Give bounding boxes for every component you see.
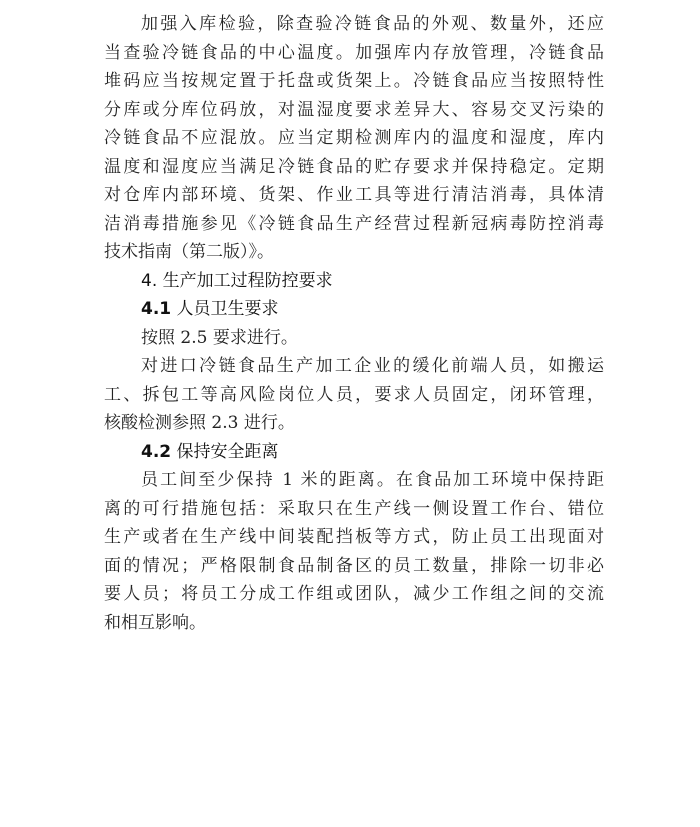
text-line: 核酸检测参照 2.3 进行。 — [104, 413, 295, 433]
section-heading-4-2 — [104, 438, 604, 467]
text-line: 面的情况；严格限制食品制备区的员工数量，排除一切非必 — [104, 555, 604, 576]
section-heading-4-1 — [104, 295, 604, 324]
paragraph-cold-storage — [104, 10, 604, 267]
paragraph-hygiene-ref — [104, 324, 604, 353]
text-line: 当查验冷链食品的中心温度。加强库内存放管理，冷链食品 — [104, 42, 604, 63]
text-line: 工、拆包工等高风险岗位人员，要求人员固定，闭环管理， — [104, 384, 604, 405]
text-line: 离的可行措施包括：采取只在生产线一侧设置工作台、错位 — [104, 498, 604, 519]
document-page — [104, 10, 604, 637]
section-heading-4 — [104, 267, 604, 296]
text-line: 对仓库内部环境、货架、作业工具等进行清洁消毒，具体清 — [104, 185, 604, 205]
text-line: 冷链食品不应混放。应当定期检测库内的温度和湿度，库内 — [104, 128, 604, 148]
text-line: 员工间至少保持 1 米的距离。在食品加工环境中保持距 — [141, 470, 604, 490]
text-line: 技术指南（第二版）》。 — [104, 242, 274, 262]
text-line: 堆码应当按规定置于托盘或货架上。冷链食品应当按照特性 — [104, 71, 604, 91]
section-title: 保持安全距离 — [176, 441, 279, 462]
section-title: 人员卫生要求 — [176, 299, 279, 319]
paragraph-frontline-staff — [104, 352, 604, 438]
text-line: 温度和湿度应当满足冷链食品的贮存要求并保持稳定。定期 — [104, 156, 604, 177]
text-line: 分库或分库位码放，对温湿度要求差异大、容易交叉污染的 — [104, 99, 604, 120]
text-line: 洁消毒措施参见《冷链食品生产经营过程新冠病毒防控消毒 — [104, 213, 604, 234]
section-number: 4.2 — [141, 441, 172, 462]
text-line: 和相互影响。 — [104, 612, 206, 633]
text-line: 生产或者在生产线中间装配挡板等方式，防止员工出现面对 — [104, 527, 604, 547]
text-line: 加强入库检验，除查验冷链食品的外观、数量外，还应 — [141, 14, 604, 34]
section-number: 4. — [141, 270, 158, 291]
text-line: 按照 2.5 要求进行。 — [141, 327, 298, 348]
paragraph-safe-distance — [104, 466, 604, 637]
section-number: 4.1 — [141, 299, 172, 319]
text-line: 要人员；将员工分成工作组或团队，减少工作组之间的交流 — [104, 584, 604, 604]
text-line: 对进口冷链食品生产加工企业的缓化前端人员，如搬运 — [141, 356, 604, 376]
section-title: 生产加工过程防控要求 — [162, 270, 333, 291]
